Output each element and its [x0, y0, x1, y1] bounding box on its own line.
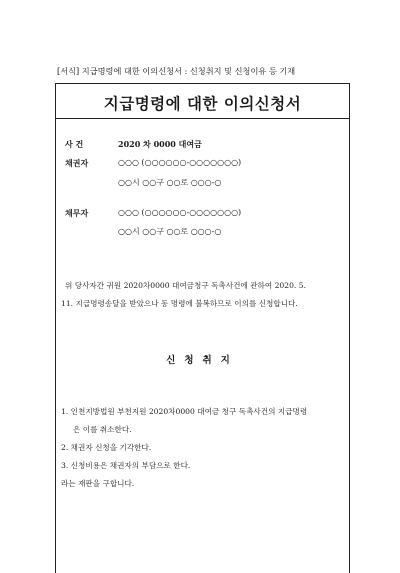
claim-item-1-line-1: 1. 인천지방법원 부천지원 2020차0000 대여금 청구 독촉사건의 지급명령	[61, 407, 308, 416]
debtor-name: ○○○ (○○○○○○-○○○○○○○)	[118, 208, 242, 217]
statement-line-1: 위 당사자간 귀원 2020차0000 대여금청구 독촉사건에 관하여 2020. 5.	[65, 281, 306, 290]
case-value: 2020 차 0000 대여금	[118, 139, 202, 149]
creditor-address: ○○시 ○○구 ○○로 ○○○-○	[118, 178, 222, 187]
claim-item-1-line-2: 은 이를 취소한다.	[73, 425, 132, 434]
case-label: 사 건	[65, 139, 84, 149]
debtor-address: ○○시 ○○구 ○○로 ○○○-○	[118, 227, 222, 236]
claim-item-2: 2. 채권자 신청을 기각한다.	[61, 443, 152, 452]
title-divider	[56, 118, 349, 119]
creditor-label: 채권자	[65, 158, 89, 168]
claim-closing: 라는 재판을 구합니다.	[61, 479, 135, 488]
creditor-name: ○○○ (○○○○○○-○○○○○○○)	[118, 158, 242, 167]
debtor-label: 채무자	[65, 208, 89, 218]
document-title: 지급명령에 대한 이의신청서	[103, 94, 302, 113]
claim-item-3: 3. 신청비용은 채권자의 부담으로 한다.	[61, 461, 191, 470]
statement-line-2: 11. 지급명령송달을 받았으나 동 명령에 불복하므로 이의를 신청합니다.	[61, 299, 298, 308]
form-header-note: [서식] 지급명령에 대한 이의신청서 : 신청취지 및 신청이유 등 기재	[57, 66, 296, 76]
section-title-claim: 신청취지	[166, 355, 239, 366]
document-frame	[55, 83, 350, 573]
